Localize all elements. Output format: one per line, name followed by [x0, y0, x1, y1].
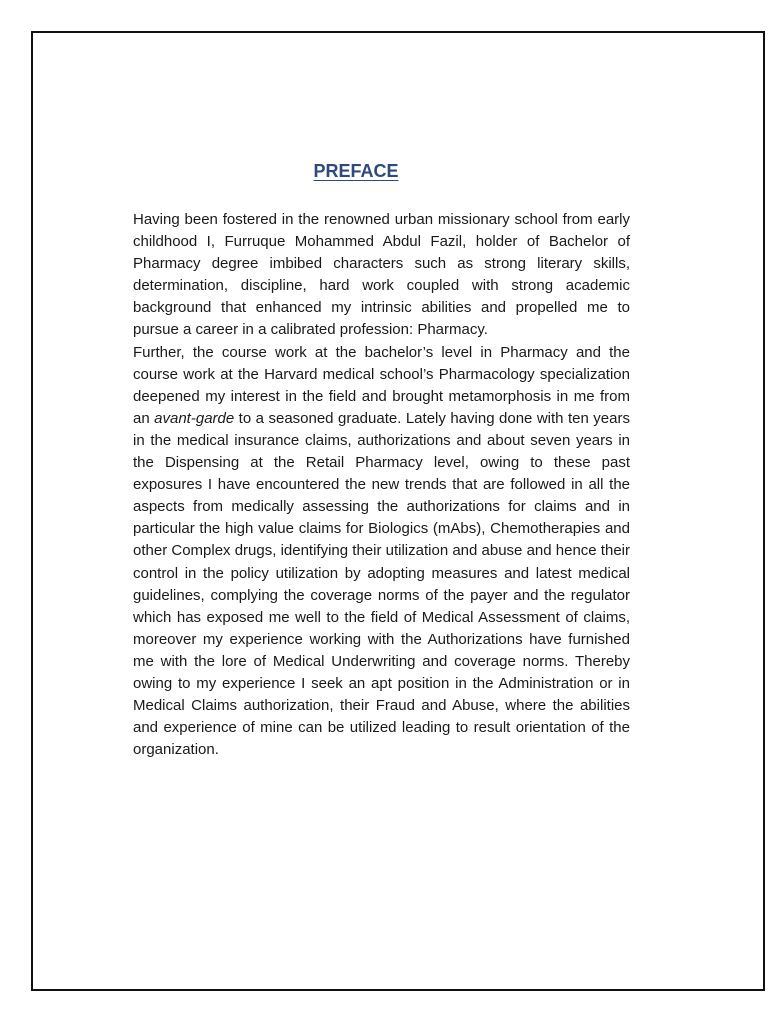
paragraph-intro: Having been fostered in the renowned urban missionary school from early childhood I, Furruque Mohammed Abdul Fazil, holder of Bachelor of Pharmacy degree imbibed characters such as strong literary skills, determination, discipline, hard work coupled with strong academic background that enhanced my intrinsic abilities and propelled me to pursue a career in a calibrated profession: Pharmacy.	[133, 211, 630, 339]
paragraph-experience-start: Further, the course work at the bachelor’s level in Pharmacy and the course work at the Harvard medical school’s Pharmacology specialization deepened my interest in the field and brought metamorphosis in me from an	[133, 343, 630, 427]
paragraph-experience-end: to a seasoned graduate. Lately having done with ten years in the medical insurance claims, authorizations and about seven years in the Dispensing at the Retail Pharmacy level, owing to these past exposures I have encountered the new trends that are followed in all the aspects from medically assessing the authorizations for claims and in particular the high value claims for Biologics (mAbs), Chemotherapies and other Complex drugs, identifying their utilization and abuse and hence their control in the policy utilization by adopting measures and latest medical guidelines, complying the coverage norms of the payer and the regulator which has exposed me well to the field of Medical Assessment of claims, moreover my experience working with the Authorizations have furnished me with the lore of Medical Underwriting and coverage norms. Thereby owing to my experience I seek an apt position in the Administration or in Medical Claims authorization, their Fraud and Abuse, where the abilities and experience of mine can be utilized leading to result orientation of the organization.	[133, 409, 630, 759]
paragraph-experience	[133, 342, 630, 762]
body-text	[133, 209, 630, 761]
page-title: PREFACE	[313, 161, 399, 181]
italic-phrase: avant-garde	[154, 409, 235, 427]
page-border	[31, 31, 765, 991]
